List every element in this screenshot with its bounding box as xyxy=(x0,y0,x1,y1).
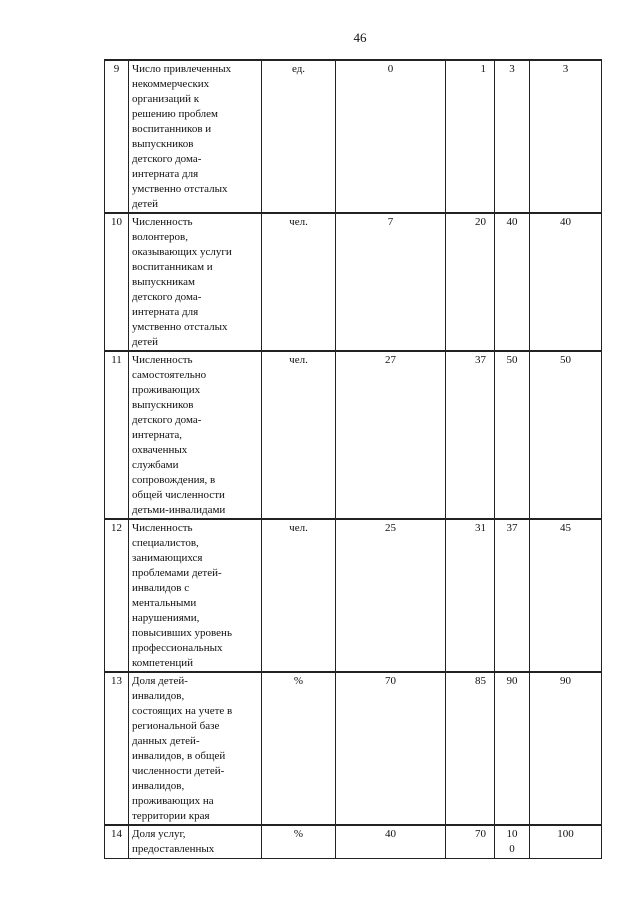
indicator-name: Доля детей- инвалидов, состоящих на учете в региональной базе данных детей- инвалидов, в общей численности детей- инвалидов, проживающих на территории края xyxy=(129,672,262,825)
value-cell-4: 3 xyxy=(530,60,602,213)
value-cell-4: 45 xyxy=(530,519,602,672)
indicator-name: Численность самостоятельно проживающих выпускников детского дома- интерната, охваченных службами сопровождения, в общей численности детьми-инвалидами xyxy=(129,351,262,519)
value-cell-2: 20 xyxy=(446,213,495,351)
table-row xyxy=(105,213,602,351)
indicator-name: Доля услуг, предоставленных xyxy=(129,825,262,858)
unit-cell: чел. xyxy=(262,519,336,672)
unit-cell: % xyxy=(262,825,336,858)
value-cell-3: 37 xyxy=(495,519,530,672)
row-number: 12 xyxy=(105,519,129,672)
value-cell-2: 37 xyxy=(446,351,495,519)
page-number: 46 xyxy=(353,30,367,45)
value-cell-4: 50 xyxy=(530,351,602,519)
value-cell-1: 40 xyxy=(336,825,446,858)
unit-cell: чел. xyxy=(262,213,336,351)
unit-cell: ед. xyxy=(262,60,336,213)
unit-cell: чел. xyxy=(262,351,336,519)
value-cell-3: 90 xyxy=(495,672,530,825)
value-cell-3: 10 0 xyxy=(495,825,530,858)
value-cell-4: 90 xyxy=(530,672,602,825)
row-number: 13 xyxy=(105,672,129,825)
value-cell-1: 27 xyxy=(336,351,446,519)
indicator-name: Численность волонтеров, оказывающих услуги воспитанникам и выпускникам детского дома- интерната для умственно отсталых детей xyxy=(129,213,262,351)
row-number: 10 xyxy=(105,213,129,351)
value-cell-4: 100 xyxy=(530,825,602,858)
value-cell-2: 1 xyxy=(446,60,495,213)
unit-cell: % xyxy=(262,672,336,825)
table-row xyxy=(105,825,602,858)
value-cell-3: 3 xyxy=(495,60,530,213)
row-number: 11 xyxy=(105,351,129,519)
value-cell-2: 70 xyxy=(446,825,495,858)
value-cell-1: 0 xyxy=(336,60,446,213)
indicators-table xyxy=(104,59,602,859)
value-cell-1: 25 xyxy=(336,519,446,672)
value-cell-1: 70 xyxy=(336,672,446,825)
value-cell-1: 7 xyxy=(336,213,446,351)
row-number: 9 xyxy=(105,60,129,213)
value-cell-2: 31 xyxy=(446,519,495,672)
value-cell-3: 40 xyxy=(495,213,530,351)
value-cell-4: 40 xyxy=(530,213,602,351)
table-row xyxy=(105,351,602,519)
value-cell-2: 85 xyxy=(446,672,495,825)
table-row xyxy=(105,60,602,213)
table-row xyxy=(105,672,602,825)
indicator-name: Численность специалистов, занимающихся проблемами детей- инвалидов с ментальными нарушениями, повысивших уровень профессиональных компетенций xyxy=(129,519,262,672)
indicator-name: Число привлеченных некоммерческих организаций к решению проблем воспитанников и выпускников детского дома- интерната для умственно отсталых детей xyxy=(129,60,262,213)
table-row xyxy=(105,519,602,672)
value-cell-3: 50 xyxy=(495,351,530,519)
row-number: 14 xyxy=(105,825,129,858)
